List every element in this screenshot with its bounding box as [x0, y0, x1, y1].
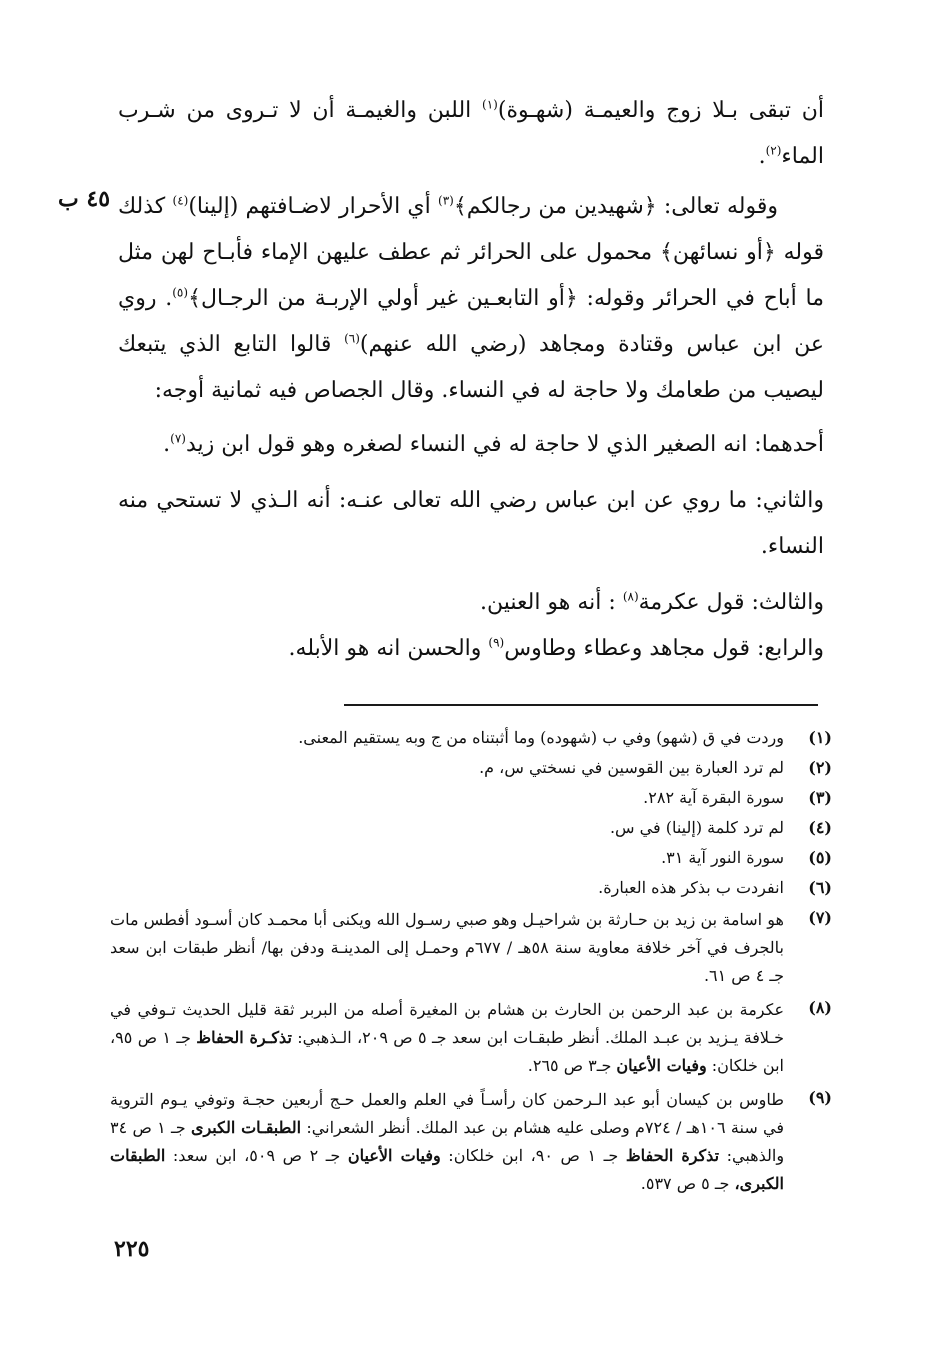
footnote-5 — [110, 846, 832, 870]
book-title: وفيات الأعيان — [347, 1146, 441, 1165]
list-item-first — [118, 422, 824, 468]
footnote-number: (٤) — [808, 818, 832, 837]
text-span: . روي عن ابن عباس وقتادة ومجاهد (رضي الله عنهم) — [118, 286, 825, 357]
text-span: اللبن والغيمـة أن لا تـروى من شـرب الماء — [118, 98, 824, 169]
footnote-text: لم ترد كلمة (إلينا) في س. — [609, 818, 784, 837]
text-span: . — [758, 144, 766, 169]
footnote-text: انفردت ب بذكر هذه العبارة. — [598, 878, 784, 897]
text-span: عكرمة بن عبد الرحمن بن الحارث بن هشام بن المغيرة أصله من البربر ثقة قليل الحديث تـوفي في خـلافة يـزيد بن عبـد الملك. أنظر طبقـات ابن سعد جـ ٥ ص ٢٠٩، الـذهبي: — [110, 1000, 785, 1047]
text-span: والثالث: قول عكرمة — [638, 590, 824, 615]
footnote-number: (٥) — [808, 848, 832, 867]
footnote-text: هو اسامة بن زيد بن حـارثة بن شراحيـل وهو صبي رسـول الله ويكنى أبا محمـد كان أسـود أفطس مات بالجرف في آخر خلافة معاوية سنة ٥٨هـ / ٦٧٧م وحمـل إلى المدينـة ودفن بها/ أنظر طبقات ابن سعد جـ ٤ ص ٦١. — [110, 910, 785, 985]
text-span: والثاني: ما روي عن ابن عباس رضي الله تعالى عنـه: أنه الـذي لا تستحي منه النساء. — [118, 488, 824, 559]
footnote-8 — [110, 996, 832, 1080]
margin-note: ٤٥ ب — [58, 186, 111, 212]
footnote-ref-5[interactable]: (٥) — [172, 285, 189, 300]
footnote-number: (٩) — [808, 1088, 832, 1107]
footnote-ref-9[interactable]: (٩) — [488, 635, 505, 650]
text-span: جـ٣ ص ٢٦٥. — [527, 1056, 617, 1075]
footnote-number: (٦) — [808, 878, 832, 897]
footnote-7 — [110, 906, 832, 990]
footnote-number: (١) — [808, 728, 832, 747]
text-span: جـ ٥ ص ٥٣٧. — [640, 1174, 735, 1193]
text-span: . — [163, 432, 171, 457]
footnote-ref-7[interactable]: (٧) — [170, 431, 186, 446]
list-item-second — [118, 478, 824, 570]
footnote-9 — [110, 1086, 832, 1198]
footnote-text — [110, 996, 784, 1080]
text-span: جـ ٢ ص ٥٠٩، ابن سعد: — [165, 1146, 348, 1165]
paragraph-1 — [118, 88, 824, 180]
text-span: : أنه هو العنين. — [479, 590, 623, 615]
footnote-number: (٨) — [808, 998, 832, 1017]
footnote-divider — [344, 704, 818, 706]
footnote-text: سورة النور آية ٣١. — [661, 848, 784, 867]
footnote-text — [110, 1086, 784, 1198]
footnote-6 — [110, 876, 832, 900]
book-title: الطبقـات الكبرى — [190, 1118, 302, 1137]
footnote-number: (٧) — [808, 908, 832, 927]
footnotes — [110, 726, 832, 1204]
footnote-ref-1[interactable]: (١) — [482, 97, 498, 112]
text-span: أي الأحرار لاضـافتهم (إلينا) — [188, 194, 438, 219]
footnote-ref-2[interactable]: (٢) — [765, 143, 782, 158]
footnote-text: وردت في ق (شهو) وفي ب (شهوده) وما أثبتناه من ج وبه يستقيم المعنى. — [298, 728, 784, 747]
footnote-2 — [110, 756, 832, 780]
main-text — [118, 88, 824, 672]
text-span: أحدهما: انه الصغير الذي لا حاجة له في النساء لصغره وهو قول ابن زيد — [185, 432, 824, 457]
text-span: والحسن انه هو الأبله. — [288, 636, 489, 661]
text-span: قالوا التابع الذي يتبعك ليصيب من طعامك ولا حاجة له في النساء. وقال الجصاص فيه ثمانية أوجه: — [118, 332, 824, 403]
footnote-text: لم ترد العبارة بين القوسين في نسختي س، م. — [479, 758, 784, 777]
footnote-text: سورة البقرة آية ٢٨٢. — [643, 788, 784, 807]
book-title: تذكـرة الحفاظ — [196, 1028, 292, 1047]
footnote-ref-8[interactable]: (٨) — [622, 589, 639, 604]
book-title: تذكرة الحفاظ — [625, 1146, 720, 1165]
list-item-third — [118, 580, 824, 626]
list-item-fourth — [118, 626, 824, 672]
text-span: جـ ١ ص ٩٠، ابن خلكان: — [440, 1146, 626, 1165]
footnote-3 — [110, 786, 832, 810]
text-span: أن تبقى بـلا زوج والعيمـة (شهـوة) — [497, 98, 824, 123]
footnote-ref-3[interactable]: (٣) — [438, 193, 454, 208]
page-number: ٢٢٥ — [114, 1236, 150, 1262]
text-span: وقوله تعالى: ﴿شهيدين من رجالكم﴾ — [453, 194, 779, 219]
footnote-4 — [110, 816, 832, 840]
text-span: طاوس بن كيسان أبو عبد الـرحمن كان رأسـاً في العلم والعمل حـج أربعين حجـة وتوفي يـوم التروية في سنة ١٠٦هـ / ٧٢٤م وصلى عليه هشام بن عبد الملك. أنظر الشعراني: — [110, 1090, 785, 1137]
text-span: كذلك قوله ﴿أو نسائهن﴾ محمول على الحرائر ثم عطف عليهن الإماء فأبـاح لهن مثل ما أباح في الحرائر وقوله: ﴿أو التابعـين غير أولي الإربـة من الرجـال﴾ — [118, 194, 824, 311]
footnote-ref-6[interactable]: (٦) — [344, 331, 360, 346]
text-span: جـ ١ ص ٣٤ والذهبي: — [110, 1118, 785, 1165]
footnote-number: (٣) — [808, 788, 832, 807]
paragraph-2 — [118, 184, 824, 414]
footnote-1 — [110, 726, 832, 750]
book-title: الطبقات الكبرى، — [110, 1146, 784, 1193]
book-title: وفيات الأعيان — [616, 1056, 707, 1075]
text-span: والرابع: قول مجاهد وعطاء وطاوس — [504, 636, 824, 661]
text-span: جـ ١ ص ٩٥، ابن خلكان: — [110, 1028, 784, 1075]
footnote-number: (٢) — [808, 758, 832, 777]
footnote-ref-4[interactable]: (٤) — [172, 193, 189, 208]
